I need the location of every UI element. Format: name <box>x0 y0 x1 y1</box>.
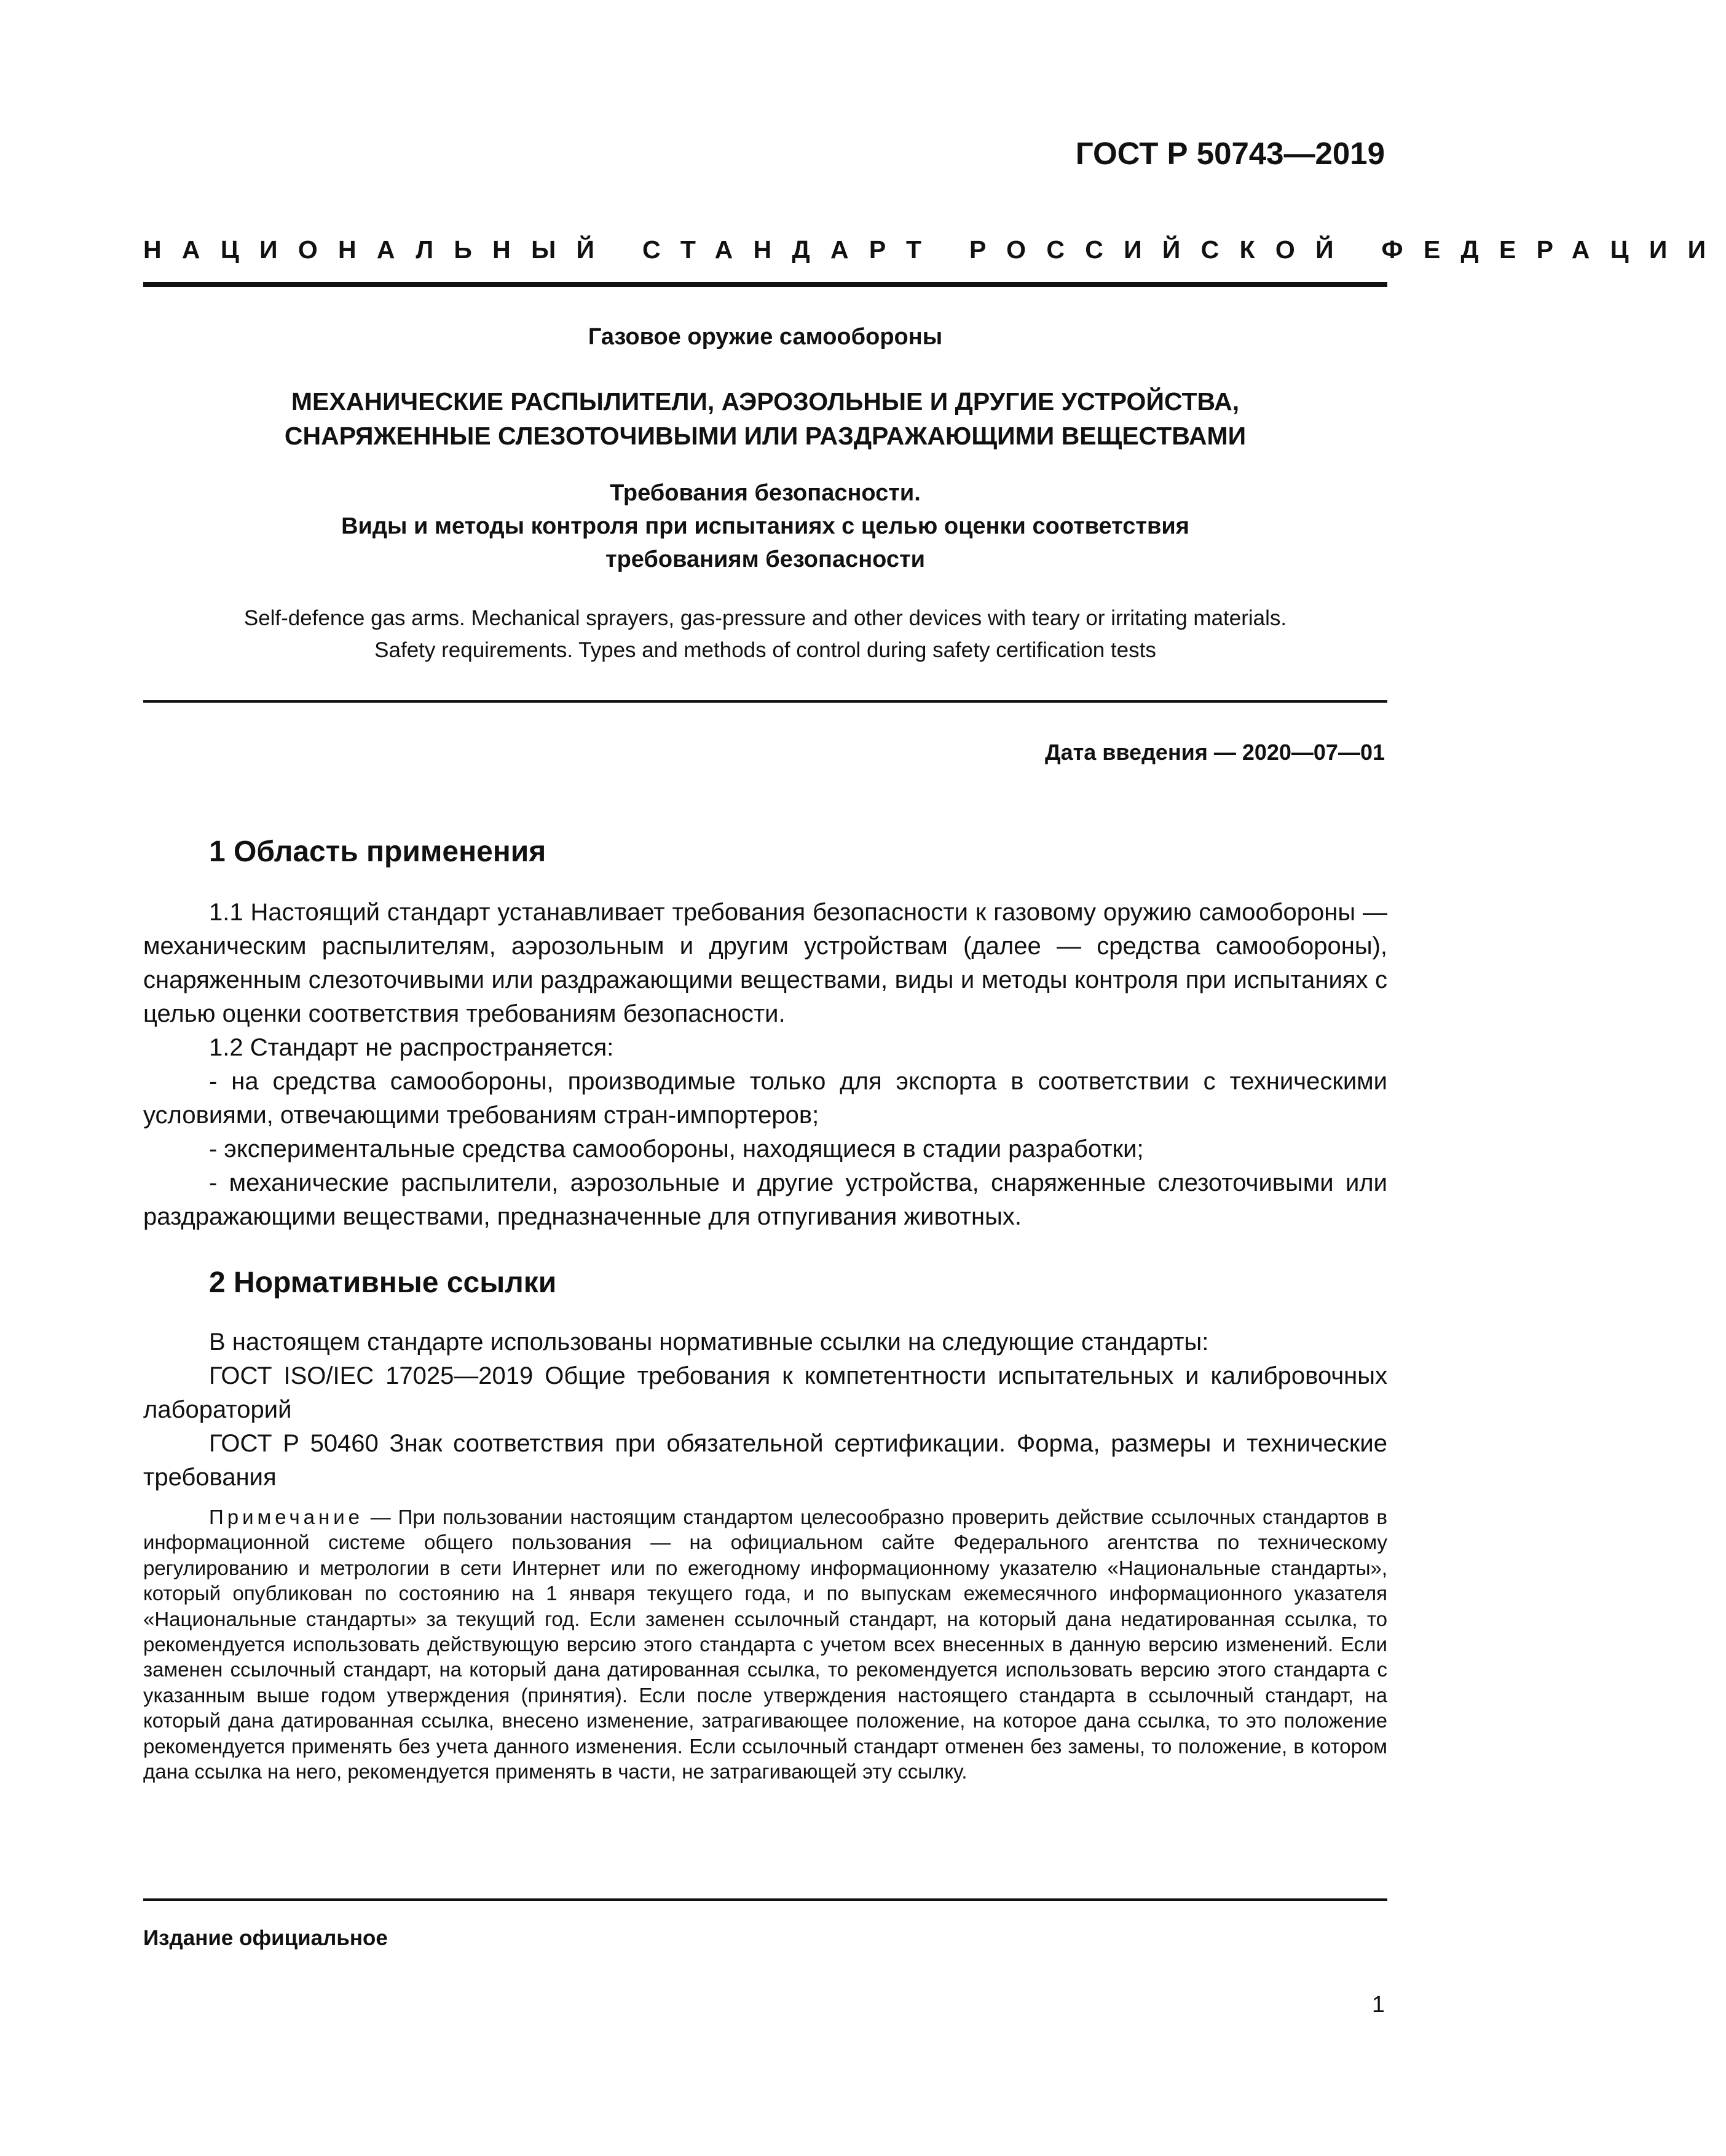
sub-title-line: Виды и методы контроля при испытаниях с целью оценки соответствия <box>341 513 1189 539</box>
main-title-line: МЕХАНИЧЕСКИЕ РАСПЫЛИТЕЛИ, АЭРОЗОЛЬНЫЕ И ДРУГИЕ УСТРОЙСТВА, <box>291 387 1240 416</box>
footer-rule <box>143 1898 1387 1901</box>
paragraph: - механические распылители, аэрозольные и другие устройства, снаряженные слезоточивыми или раздражающими веществами, предназначенные для отпугивания животных. <box>143 1169 1387 1230</box>
introduction-date: Дата введения — 2020—07—01 <box>1044 740 1385 765</box>
section-heading-references: 2 Нормативные ссылки <box>209 1266 557 1299</box>
paragraph: 1.2 Стандарт не распространяется: <box>209 1034 614 1061</box>
sub-title-line: требованиям безопасности <box>605 547 926 572</box>
english-title-line: Self-defence gas arms. Mechanical sprayers, gas-pressure and other devices with teary or irritating materials. <box>243 606 1287 630</box>
national-standard-title: НАЦИОНАЛЬНЫЙ СТАНДАРТ РОССИЙСКОЙ ФЕДЕРАЦИИ <box>143 235 1726 264</box>
paragraph: - экспериментальные средства самообороны, находящиеся в стадии разработки; <box>209 1135 1144 1163</box>
paragraph: - на средства самообороны, производимые только для экспорта в соответствии с техническими условиями, отвечающими требованиям стран-импортеров; <box>143 1068 1387 1129</box>
english-title-line: Safety requirements. Types and methods of control during safety certification tests <box>374 638 1156 662</box>
document-code: ГОСТ Р 50743—2019 <box>1075 136 1385 171</box>
edition-label: Издание официальное <box>143 1926 388 1950</box>
sub-title-line: Требования безопасности. <box>610 480 921 506</box>
page-number: 1 <box>1371 1992 1385 2018</box>
sub-title <box>143 476 1387 576</box>
note-block <box>143 1504 1387 1784</box>
section-body-scope <box>143 896 1387 1234</box>
header-rule <box>143 282 1387 287</box>
paragraph: ГОСТ ISO/IEC 17025—2019 Общие требования к компетентности испытательных и калибровочных лабораторий <box>143 1362 1387 1423</box>
paragraph: В настоящем стандарте использованы нормативные ссылки на следующие стандарты: <box>209 1329 1209 1356</box>
english-title <box>143 602 1387 666</box>
general-title: Газовое оружие самообороны <box>588 324 943 350</box>
note-label: Примечание <box>209 1506 364 1528</box>
main-title-line: СНАРЯЖЕННЫЕ СЛЕЗОТОЧИВЫМИ ИЛИ РАЗДРАЖАЮЩИМИ ВЕЩЕСТВАМИ <box>284 422 1247 450</box>
paragraph: ГОСТ Р 50460 Знак соответствия при обязательной сертификации. Форма, размеры и технические требования <box>143 1430 1387 1491</box>
section-heading-scope: 1 Область применения <box>209 835 546 868</box>
paragraph: 1.1 Настоящий стандарт устанавливает требования безопасности к газовому оружию самообороны — механическим распылителям, аэрозольным и другим устройствам (далее — средства самообороны), снаряженным слезоточивыми или раздражающими веществами, виды и методы контроля при испытаниях с целью оценки соответствия требованиям безопасности. <box>143 899 1387 1027</box>
main-title <box>143 384 1387 453</box>
note-text: — При пользовании настоящим стандартом целесообразно проверить действие ссылочных стандартов в информационной системе общего пользования — на официальном сайте Федерального агентства по техническому регулированию и метрологии в сети Интернет или по ежегодному информационному указателю «Национальные стандарты», который опубликован по состоянию на 1 января текущего года, и по выпускам ежемесячного информационного указателя «Национальные стандарты» за текущий год. Если заменен ссылочный стандарт, на который дана недатированная ссылка, то рекомендуется использовать действующую версию этого стандарта с учетом всех внесенных в данную версию изменений. Если заменен ссылочный стандарт, на который дана датированная ссылка, то рекомендуется использовать версию этого стандарта с указанным выше годом утверждения (принятия). Если после утверждения настоящего стандарта в ссылочный стандарт, на который дана датированная ссылка, внесено изменение, затрагивающее положение, на которое дана ссылка, то это положение рекомендуется применять без учета данного изменения. Если ссылочный стандарт отменен без замены, то положение, в котором дана ссылка на него, рекомендуется применять в части, не затрагивающей эту ссылку. <box>143 1506 1387 1783</box>
title-rule <box>143 700 1387 703</box>
section-body-references <box>143 1325 1387 1495</box>
